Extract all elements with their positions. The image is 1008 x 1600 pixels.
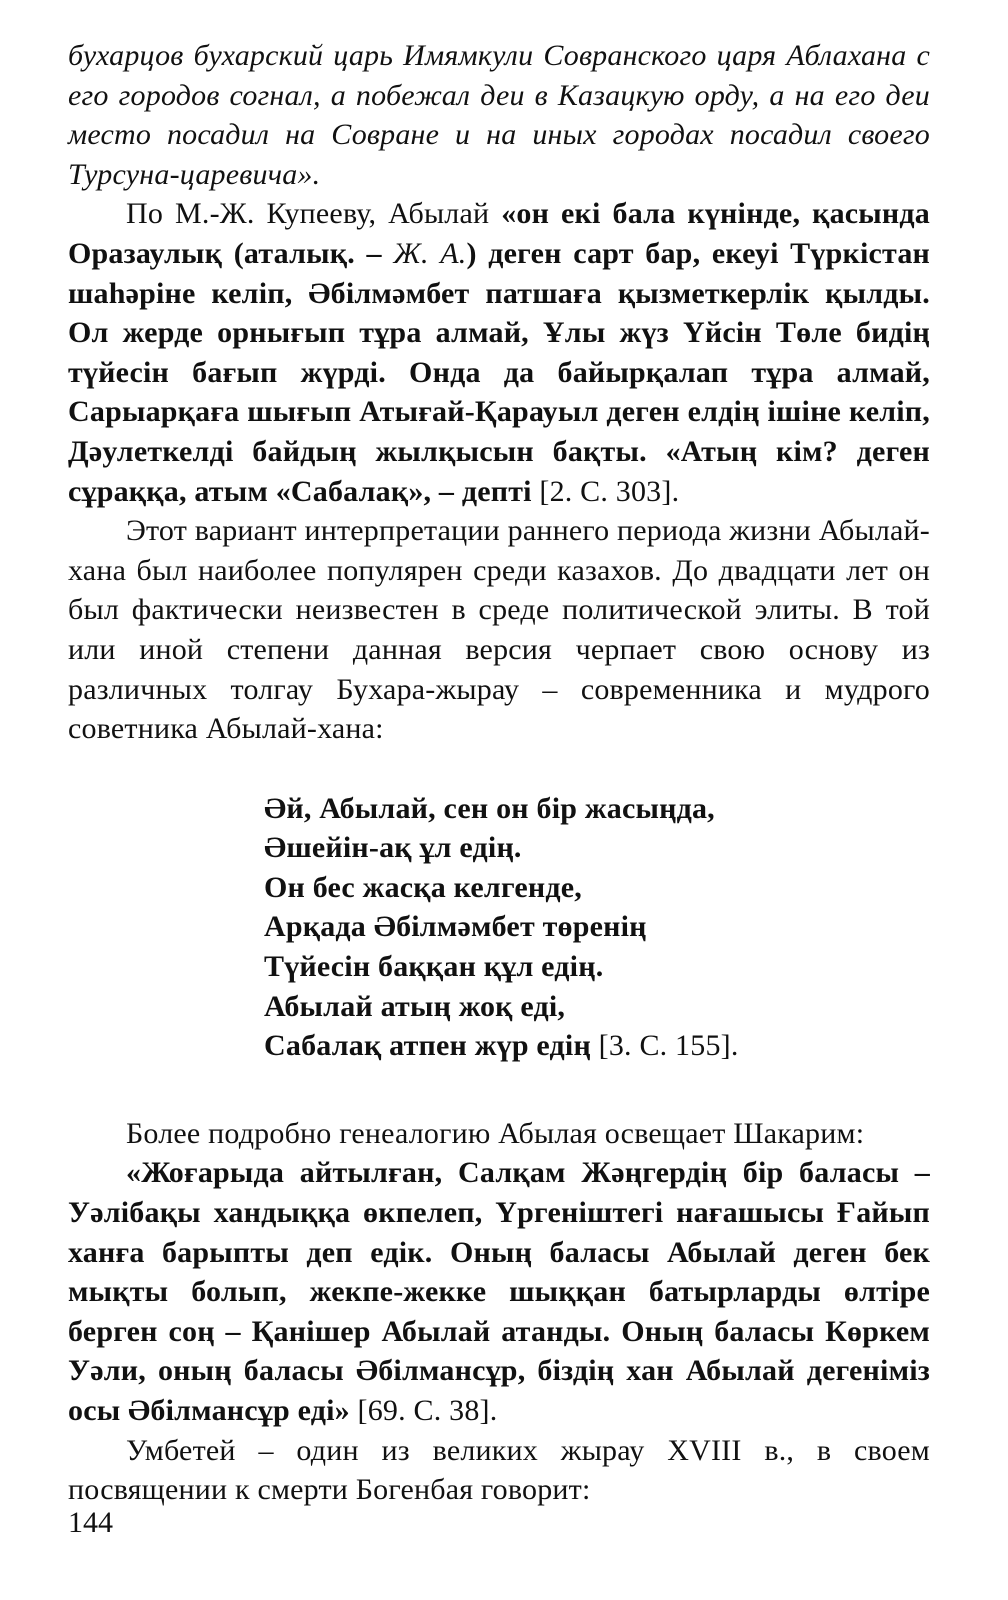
kupeev-author-initials: Ж. А. bbox=[393, 236, 467, 270]
kupeev-citation: [2. С. 303]. bbox=[531, 474, 680, 508]
poem-line-last bbox=[264, 1026, 930, 1066]
poem-line: Түйесін баққан құл едің. bbox=[264, 950, 604, 984]
shakarim-citation: [69. С. 38]. bbox=[349, 1394, 498, 1427]
poem-block bbox=[264, 789, 930, 1066]
paragraph-quote-italic: бухарцов бухарский царь Имямкули Совранского царя Аблахана с его городов согнал, а побежал деи в Казацкую орду, а на его деи место посадил на Совране и на иных городах посадил своего Турсуна-царевича». bbox=[68, 39, 930, 191]
poem-line: Әшейін-ақ ұл едің. bbox=[264, 831, 522, 865]
poem-line: Он бес жасқа келгенде, bbox=[264, 870, 582, 904]
paragraph-kupeev bbox=[68, 194, 930, 511]
paragraph-shakarim-quote bbox=[68, 1153, 930, 1430]
paragraph-umbetei: Умбетей – один из великих жырау XVIII в., в своем посвящении к смерти Богенбая говорит: bbox=[68, 1433, 930, 1507]
poem-line: Абылай атың жоқ еді, bbox=[264, 989, 566, 1023]
poem-line: Арқада Әбілмәмбет төренің bbox=[264, 910, 647, 944]
page-text bbox=[68, 36, 930, 1510]
paragraph-interpretation: Этот вариант интерпретации раннего периода жизни Абылай-хана был наиболее популярен среди казахов. До двадцати лет он был фактически неизвестен в среде политической элиты. В той или иной степени данная версия черпает свою основу из различных толгау Бухара-жырау – современника и мудрого советника Абылай-хана: bbox=[68, 514, 930, 746]
poem-citation: [3. С. 155]. bbox=[590, 1029, 739, 1063]
kupeev-lead: По М.-Ж. Купееву, Абылай bbox=[126, 197, 502, 231]
poem-line: Әй, Абылай, сен он бір жасыңда, bbox=[264, 791, 715, 825]
page-number: 144 bbox=[68, 1506, 113, 1539]
kupeev-quote-part1: «он екі бала күнінде, қасында Оразаулық (аталық. – bbox=[68, 197, 930, 270]
poem-last-text: Сабалақ атпен жүр едің bbox=[264, 1029, 591, 1063]
kupeev-quote-part2: ) деген сарт бар, екеуі Түркістан шаһәріне келіп, Әбілмәмбет патшаға қызметкерлік қылды. Ол жерде орнығып тұра алмай, Ұлы жүз Үйсін Төле бидің түйесін бағып жүрді. Онда да байырқалап тұра алмай, Сарыарқаға шығып Атығай-Қарауыл деген елдің ішіне келіп, Дәулеткелді байдың жылқысын бақты. «Атың кім? деген сұраққа, атым «Сабалақ», – депті bbox=[68, 236, 931, 508]
shakarim-quote: «Жоғарыда айтылған, Салқам Жәңгердің бір баласы – Уәлібақы хандыққа өкпелеп, Үргеніштегі нағашысы Ғайып ханға барыпты деп едік. Оның баласы Абылай деген бек мықты болып, жекпе-жекке шыққан батырларды өлтіре берген соң – Қанішер Абылай атанды. Оның баласы Көркем Уәли, оның баласы Әбілмансұр, біздің хан Абылай дегеніміз осы Әбілмансұр еді» bbox=[68, 1156, 930, 1427]
paragraph-shakarim-intro: Более подробно генеалогию Абылая освещает Шакарим: bbox=[126, 1116, 865, 1150]
